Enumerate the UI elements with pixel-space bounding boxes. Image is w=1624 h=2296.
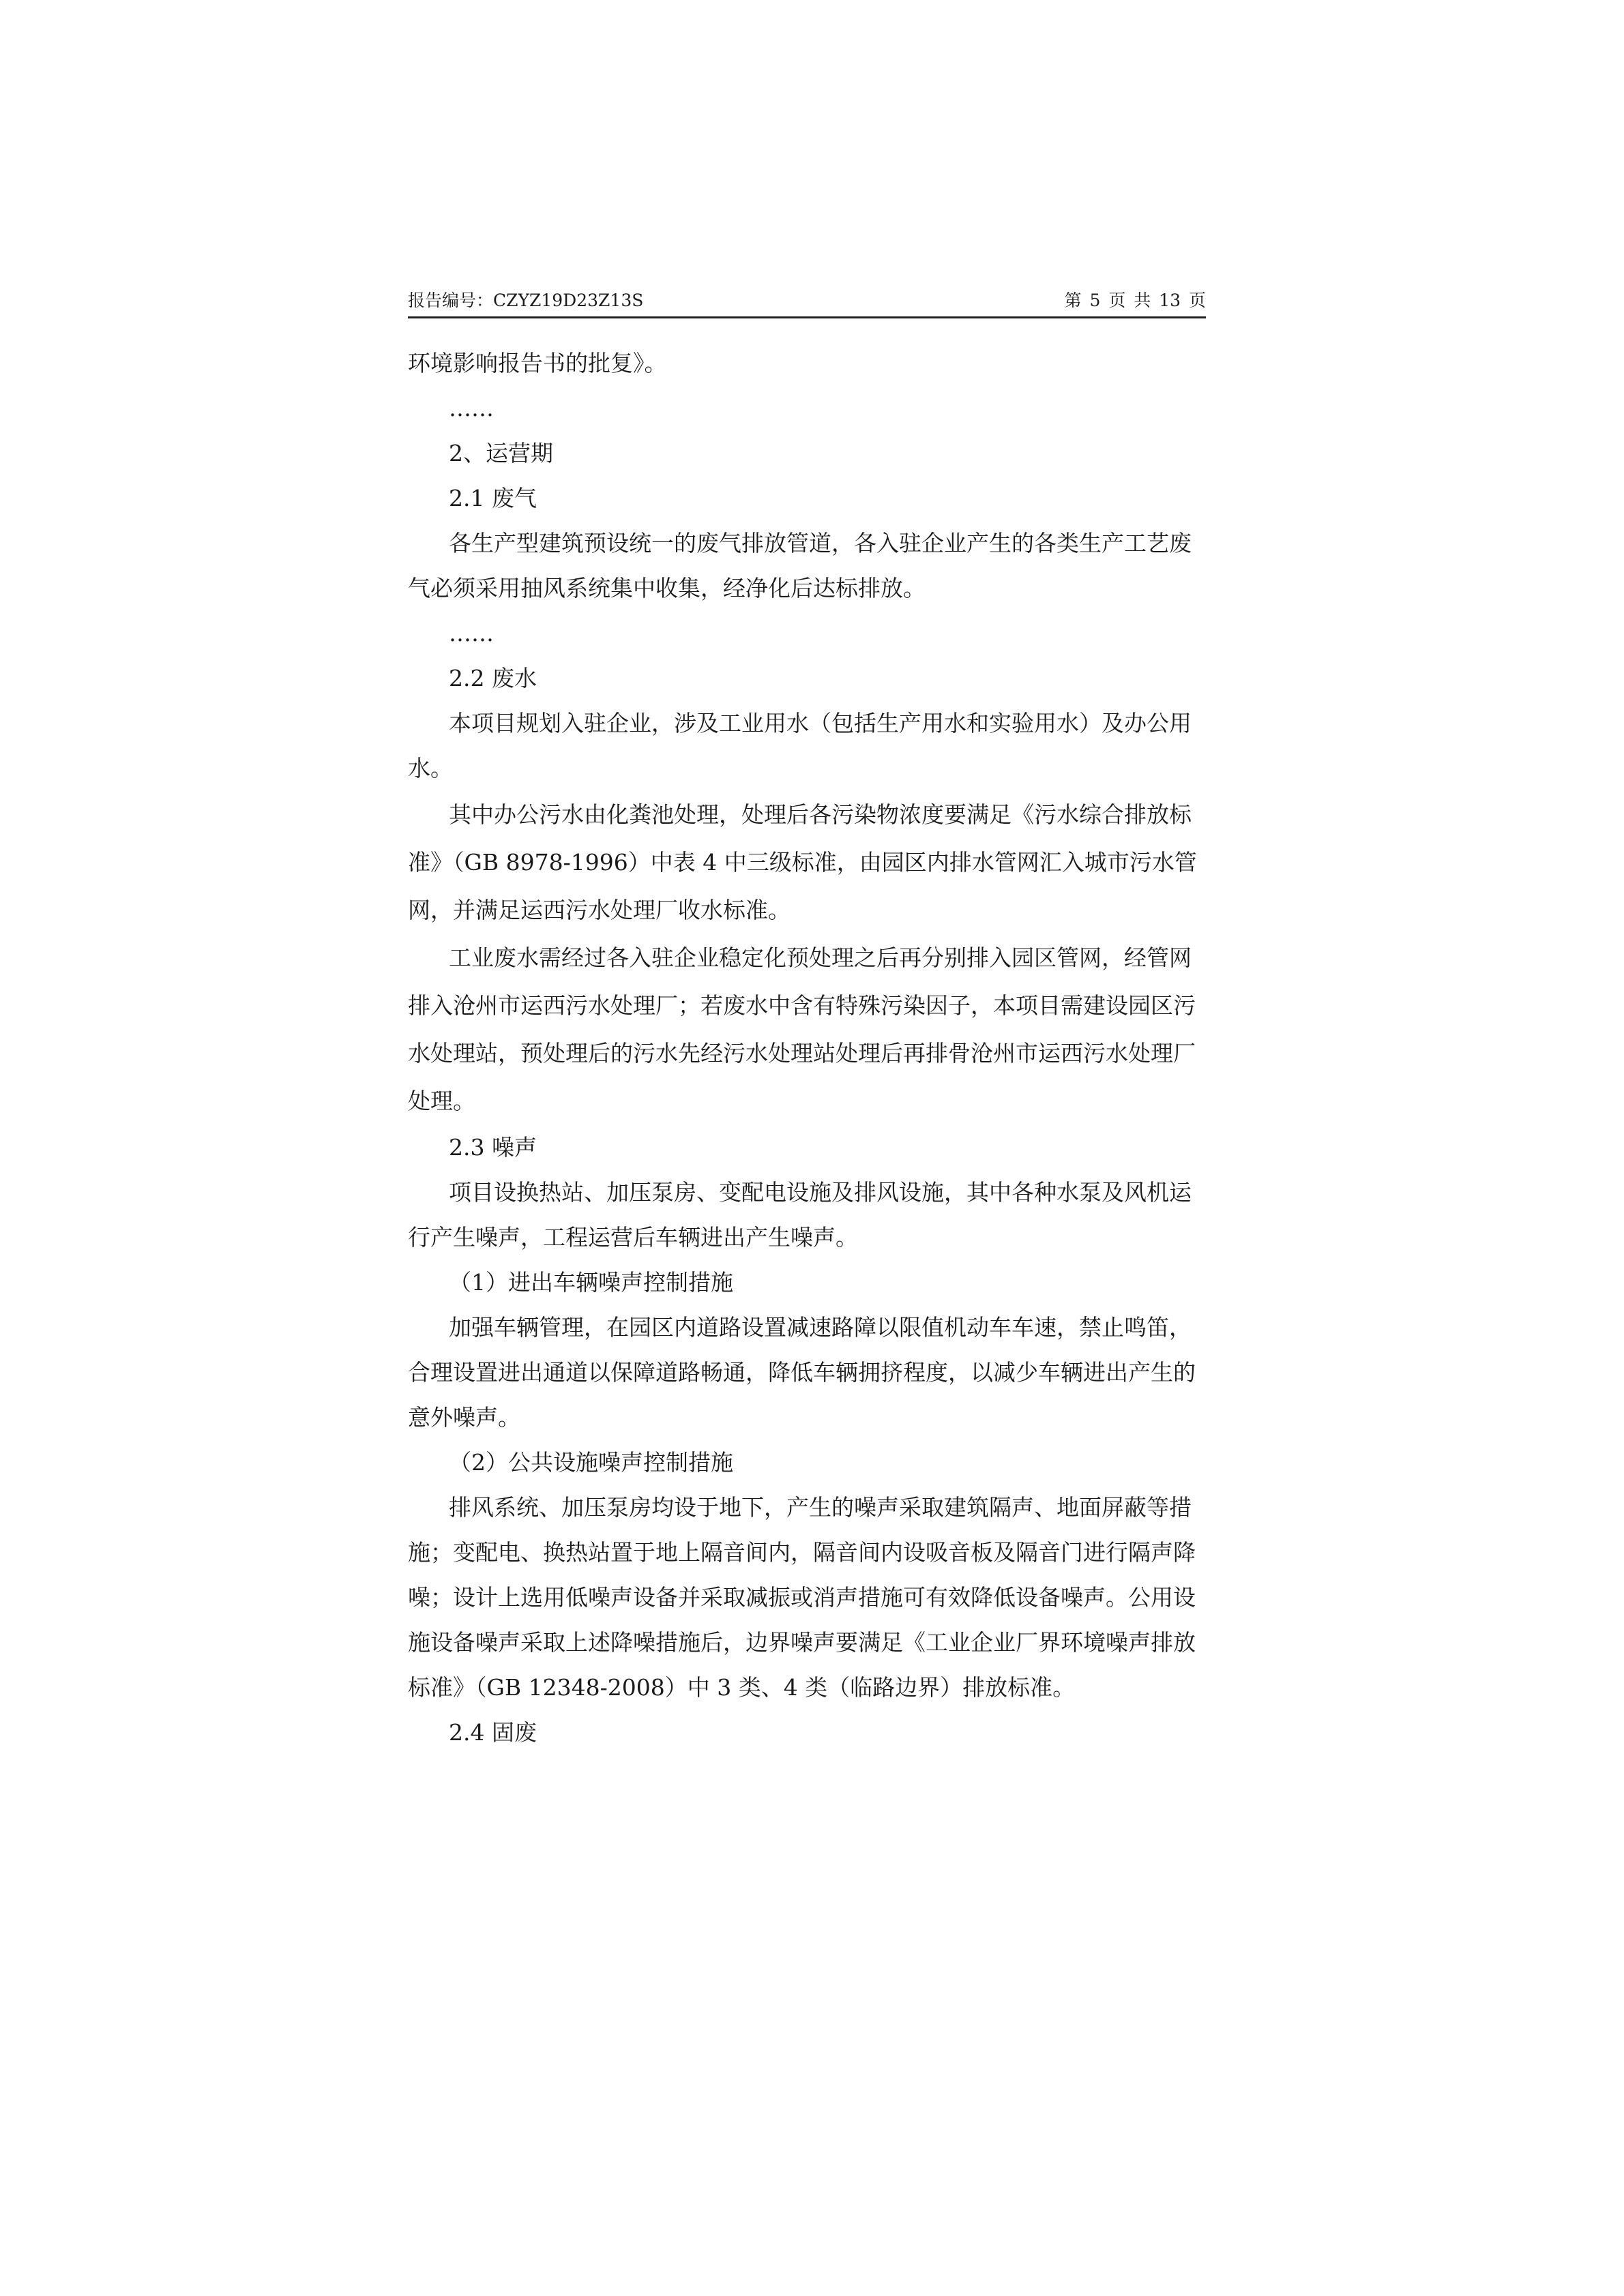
body-paragraph: 其中办公污水由化粪池处理，处理后各污染物浓度要满足《污水综合排放标准》（GB 8978-1996）中表 4 中三级标准，由园区内排水管网汇入城市污水管网，并满足运西污水处理厂收水标准。	[408, 801, 1197, 923]
section-heading: 2、运营期	[449, 440, 553, 466]
item-heading: （2）公共设施噪声控制措施	[449, 1449, 733, 1476]
subsection-heading: 2.1 废气	[449, 485, 537, 511]
page-header	[408, 285, 1206, 318]
report-number: 报告编号：CZYZ19D23Z13S	[408, 290, 644, 310]
document-body	[408, 341, 1206, 1755]
subsection-heading: 2.3 噪声	[449, 1134, 537, 1161]
subsection-heading: 2.2 废水	[449, 665, 537, 691]
body-paragraph: 环境影响报告书的批复》。	[408, 350, 667, 376]
body-paragraph: 加强车辆管理，在园区内道路设置减速路障以限值机动车车速，禁止鸣笛，合理设置进出通道以保障道路畅通，降低车辆拥挤程度，以减少车辆进出产生的意外噪声。	[408, 1314, 1196, 1431]
subsection-heading: 2.4 固废	[449, 1719, 537, 1746]
item-heading: （1）进出车辆噪声控制措施	[449, 1269, 733, 1296]
body-paragraph: 工业废水需经过各入驻企业稳定化预处理之后再分别排入园区管网，经管网排入沧州市运西污水处理厂；若废水中含有特殊污染因子，本项目需建设园区污水处理站，预处理后的污水先经污水处理站处理后再排骨沧州市运西污水处理厂处理。	[408, 944, 1196, 1114]
page-number: 第 5 页 共 13 页	[1064, 290, 1206, 310]
body-paragraph: 排风系统、加压泵房均设于地下，产生的噪声采取建筑隔声、地面屏蔽等措施；变配电、换热站置于地上隔音间内，隔音间内设吸音板及隔音门进行隔声降噪；设计上选用低噪声设备并采取减振或消声措施可有效降低设备噪声。公用设施设备噪声采取上述降噪措施后，边界噪声要满足《工业企业厂界环境噪声排放标准》（GB 12348-2008）中 3 类、4 类（临路边界）排放标准。	[408, 1494, 1196, 1701]
ellipsis: ……	[449, 395, 494, 421]
body-paragraph: 项目设换热站、加压泵房、变配电设施及排风设施，其中各种水泵及风机运行产生噪声，工程运营后车辆进出产生噪声。	[408, 1179, 1192, 1251]
body-paragraph: 各生产型建筑预设统一的废气排放管道，各入驻企业产生的各类生产工艺废气必须采用抽风系统集中收集，经净化后达标排放。	[408, 530, 1192, 601]
body-paragraph: 本项目规划入驻企业，涉及工业用水（包括生产用水和实验用水）及办公用水。	[408, 710, 1192, 781]
ellipsis: ……	[449, 620, 494, 646]
